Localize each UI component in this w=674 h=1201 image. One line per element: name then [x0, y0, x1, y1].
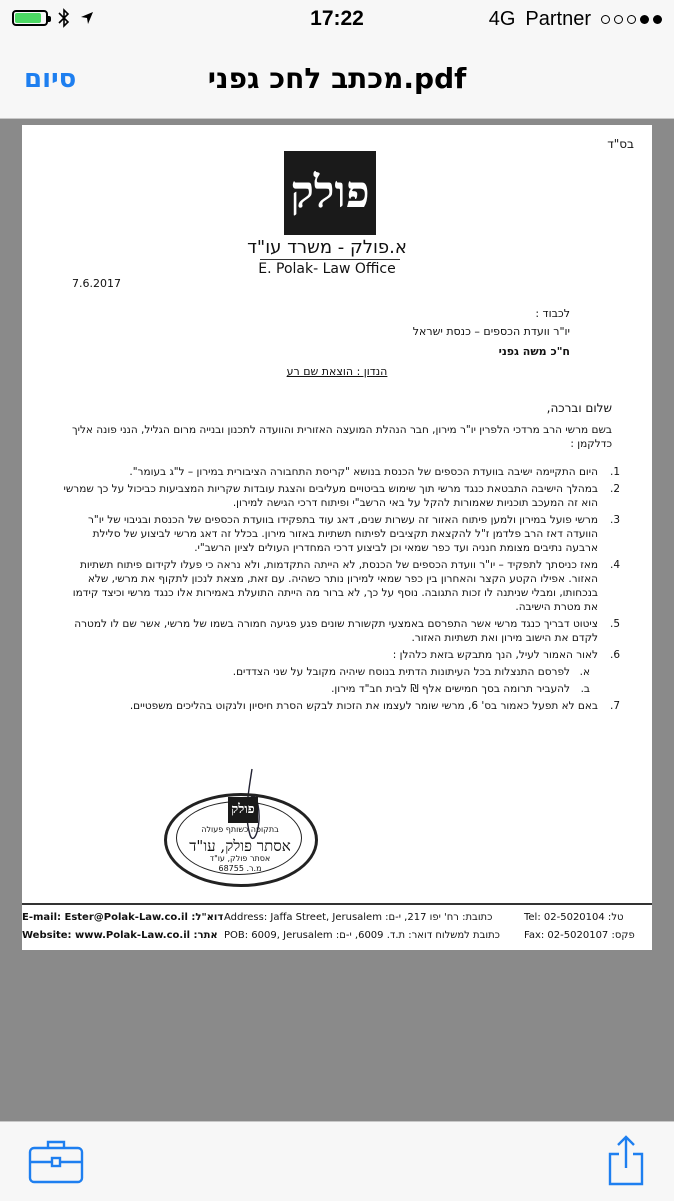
footer-phones — [524, 909, 635, 945]
item-text: ציטוט דבריך כנגד מרשי אשר התפרסם באמצעי תקשורת שונים פגע פגיעה חמורה בשמו של מרשי, אשר שם לו למטרה לקדם את הישוב מירון ואת תשתיות האזור. — [74, 618, 598, 644]
done-button[interactable]: סיום — [24, 64, 77, 94]
signal-dot — [627, 15, 636, 24]
item-number: 1. — [609, 466, 620, 478]
subitem-number: א. — [579, 666, 590, 678]
footer-contact — [22, 909, 223, 945]
firm-logo: פולק — [284, 151, 376, 235]
list-item — [62, 617, 620, 645]
greeting: שלום וברכה, — [546, 401, 612, 415]
letter-date: 7.6.2017 — [72, 277, 121, 290]
item-number: 5. — [609, 618, 620, 630]
item-number: 7. — [609, 700, 620, 712]
document-page — [22, 125, 652, 950]
stamp-license: מ.ר. 68755 — [218, 864, 262, 873]
recipient-name: ח"כ משה גפני — [498, 345, 570, 358]
item-number: 2. — [609, 483, 620, 495]
signal-dot — [653, 15, 662, 24]
bsd-header: בס"ד — [607, 137, 634, 151]
footer-website: Website: www.Polak-Law.co.il :אתר — [22, 930, 218, 941]
item-number: 3. — [609, 514, 620, 526]
item-text: באם לא תפעל כאמור בס' 6, מרשי שומר לעצמו את הזכות לבקש הסרת חיסיון ולנקוט בהליכים משפטיים. — [129, 700, 598, 712]
signal-dot — [614, 15, 623, 24]
list-item — [62, 482, 620, 510]
item-text: מרשי פועל במירון ולמען פיתוח האזור זה עשרות שנים, דאג עוד בתפקידו בוועדת הכספים של הכנסת ובגיבוי של יו"ר הוועדה דאז הרב פלדמן ז"ל להקצאת תקציבים לפיתוח תשתיות באזור מירון. בכלל זה דאג מרשי לביצוע של סלילת ארבעה נתיבים מצומת חנניה ועד כפר שמאי וכן לביצוע דרכי המחדרין העולים לציון הרשב"י. — [87, 514, 598, 554]
subitem-text: להעביר תרומה בסך חמישים אלף ₪ לבית חב"ד מירון. — [331, 683, 570, 695]
firm-name-english: E. Polak- Law Office — [258, 261, 396, 277]
status-bar — [0, 0, 674, 40]
item-number: 4. — [609, 559, 620, 571]
list-item — [62, 699, 620, 713]
carrier-name: Partner — [525, 8, 591, 30]
letter-subject: הנדון : הוצאת שם רע — [286, 365, 388, 378]
subitem-number: ב. — [580, 683, 590, 695]
signal-dot — [640, 15, 649, 24]
recipient-title: יו"ר וועדת הכספים – כנסת ישראל — [412, 325, 570, 338]
list-item — [62, 513, 620, 555]
stamp-line3: אסתר פולק, עו"ד — [209, 854, 271, 863]
firm-name-hebrew: א.פולק - משרד עו"ד — [247, 237, 407, 258]
footer-email: E-mail: Ester@Polak-Law.co.il :דוא"ל — [22, 912, 224, 923]
list-item — [62, 465, 620, 479]
letter-body-list — [62, 465, 620, 716]
item-text: מאז כניסתך לתפקיד – יו"ר וועדת הכספים של הכנסת, לא הייתה התקדמות, ולא נראה כי פעלו לקידום פיתוח תשתיות האזור. אפילו הקטע הקצר והאחרון בין כפר שמאי למירון נותר כשהיה. עם זאת, מצאת לנכון לתקוף את מרשי, שלא בנכחותו, ומבלי שניתנה לו זכות התגובה. נוסף על כך, לא ברור מה הייתה התועלת באמירות אלו כנגד מרשי וכיצד קידמו את מטרת הישיבה. — [72, 559, 598, 613]
item-text: היום התקיימה ישיבה בוועדת הכספים של הכנסת בנושא "קריסת התחבורה הציבורית במירון – ל"ג בעומר". — [129, 466, 598, 478]
footer-fax: Fax: 02-5020107 :פקס — [524, 930, 635, 941]
stamp-logo: פולק — [228, 797, 258, 823]
status-right — [489, 8, 662, 31]
signal-icon — [601, 15, 662, 24]
page-title: מכתב לחכ גפני.pdf — [207, 62, 467, 95]
list-item — [62, 648, 620, 662]
footer-pob: POB: 6009, Jerusalem :כתובת למשלוח דואר: ת.ד. 6009, י-ם — [224, 930, 500, 941]
stamp-name: אסתר פולק, עו"ד — [189, 837, 291, 855]
navigation-bar — [0, 40, 674, 119]
status-time: 17:22 — [310, 7, 364, 30]
network-type: 4G — [488, 8, 516, 30]
footer-street: Address: Jaffa Street, Jerusalem :כתובת: רח' יפו 217, י-ם — [224, 912, 493, 923]
bottom-toolbar — [0, 1121, 674, 1201]
stamp-line1: בתקופה כשותף פעולה — [201, 825, 279, 834]
footer-divider — [22, 903, 652, 905]
share-icon[interactable] — [606, 1134, 646, 1188]
briefcase-icon[interactable] — [28, 1138, 84, 1184]
list-item — [62, 558, 620, 614]
footer-address — [224, 909, 500, 945]
item-number: 6. — [609, 649, 620, 661]
document-viewer[interactable] — [0, 119, 674, 1121]
logo-divider — [260, 259, 400, 260]
recipient-label: לכבוד : — [535, 307, 570, 320]
footer-tel: Tel: 02-5020104 :טל — [524, 912, 624, 923]
item-text: לאור האמור לעיל, הנך מתבקש בזאת כלהלן : — [392, 649, 598, 661]
signal-dot — [601, 15, 610, 24]
item-text: במהלך הישיבה התבטאת כנגד מרשי תוך שימוש בביטויים מעליבים והצגת עובדות שקריות המצביעות כביכול על כך שמרשי הוא זה המעכב תוכניות שאמורות להקל על באי הרשב"י ופיתוח דרכי הגישה למירון. — [63, 483, 598, 509]
sub-list-item — [62, 665, 590, 679]
subitem-text: לפרסם התנצלות בכל העיתונות הדתית בנוסח שיהיה מקובל על שני הצדדים. — [232, 666, 570, 678]
sub-list-item — [62, 682, 590, 696]
intro-paragraph: בשם מרשי הרב מרדכי הלפרין יו"ר מירון, חבר הנהלת המועצה האזורית והוועדה לתכנון ובנייה מרום הגליל, הנני פונה אליך כדלקמן : — [71, 424, 612, 450]
